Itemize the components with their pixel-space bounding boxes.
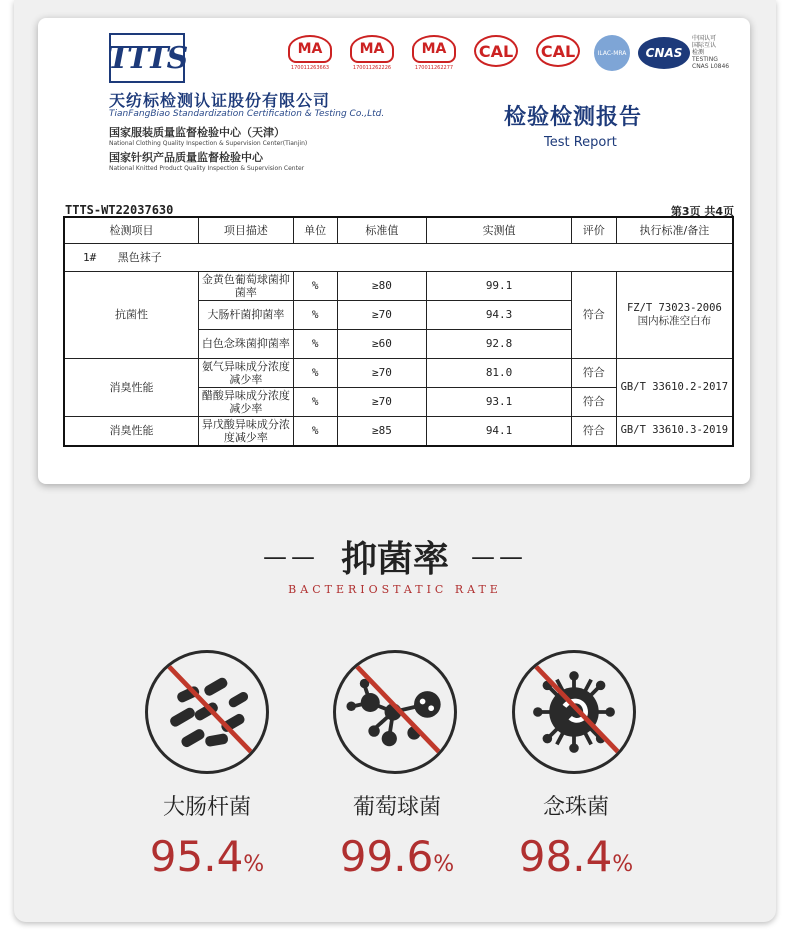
table-header: 检测项目 <box>64 217 199 243</box>
cnas-mark: CNAS 中国认可 国际互认 检测 TESTING CNAS L0846 <box>638 35 732 70</box>
ilac-mark: ILAC-MRA <box>592 35 632 71</box>
unit-cell: % <box>293 416 337 446</box>
standard-note: GB/T 33610.2-2017 <box>616 358 733 416</box>
bacilli-icon <box>145 650 269 774</box>
stat-value: 95.4% <box>149 832 265 881</box>
title-dash-right: —— <box>471 542 527 571</box>
standard-value: ≥70 <box>337 300 427 329</box>
section-title <box>0 531 790 582</box>
stat-name: 念珠菌 <box>542 795 609 820</box>
cal-mark: CAL <box>530 35 586 67</box>
table-header-row <box>64 217 733 243</box>
evaluation: 符合 <box>571 358 616 387</box>
ma-mark: MA 170011262277 <box>406 35 462 71</box>
section-title-cn: 抑菌率 <box>340 538 449 580</box>
ma-mark: MA 170011262226 <box>344 35 400 71</box>
sample-number: 1# <box>83 250 97 264</box>
sample-name: 黑色袜子 <box>117 250 162 264</box>
ttts-logo: TTTS <box>109 33 185 83</box>
item-description: 氨气异味成分浓度减少率 <box>199 358 294 387</box>
measured-value: 81.0 <box>427 358 572 387</box>
center1-cn: 国家服装质量监督检验中心（天津） <box>109 126 285 139</box>
title-dash-left: —— <box>262 542 319 571</box>
evaluation: 符合 <box>571 271 616 358</box>
table-header: 评价 <box>571 217 616 243</box>
evaluation: 符合 <box>571 416 616 446</box>
staphylococcus-icon <box>333 650 457 774</box>
stat-name: 葡萄球菌 <box>352 795 441 820</box>
table-row <box>64 271 733 300</box>
test-report-card <box>38 18 750 484</box>
evaluation: 符合 <box>571 387 616 416</box>
item-description: 金黄色葡萄球菌抑菌率 <box>199 271 294 300</box>
report-id: TTTS-WT22037630 <box>65 203 174 217</box>
item-description: 醋酸异味成分浓度减少率 <box>199 387 294 416</box>
table-header: 项目描述 <box>199 217 294 243</box>
ma-mark: MA 170011263663 <box>282 35 338 71</box>
standard-value: ≥60 <box>337 329 427 358</box>
center2-cn: 国家针织产品质量监督检验中心 <box>109 151 263 164</box>
standard-value: ≥80 <box>337 271 427 300</box>
stat-value: 99.6% <box>339 832 455 881</box>
measured-value: 93.1 <box>427 387 572 416</box>
unit-cell: % <box>293 271 337 300</box>
report-subtitle: Test Report <box>544 135 617 150</box>
standard-note: FZ/T 73023-2006 国内标准空白布 <box>616 271 733 358</box>
report-title: 检验检测报告 <box>504 105 643 130</box>
standard-note: GB/T 33610.3-2019 <box>616 416 733 446</box>
test-item: 抗菌性 <box>64 271 199 358</box>
center1-en: National Clothing Quality Inspection & Supervision Center(Tianjin) <box>109 140 308 147</box>
standard-value: ≥70 <box>337 358 427 387</box>
standard-value: ≥70 <box>337 387 427 416</box>
measured-value: 94.1 <box>427 416 572 446</box>
center2-en: National Knitted Product Quality Inspection & Supervision Center <box>109 165 305 172</box>
page-indicator: 第3页 共4页 <box>670 205 734 218</box>
item-description: 异戊酸异味成分浓度减少率 <box>199 416 294 446</box>
org-name-en: TianFangBiao Standardization Certification & Testing Co.,Ltd. <box>109 109 385 119</box>
cal-mark: CAL <box>468 35 524 67</box>
sample-row <box>64 243 733 271</box>
table-header: 执行标准/备注 <box>616 217 733 243</box>
unit-cell: % <box>293 329 337 358</box>
org-name-cn: 天纺标检测认证股份有限公司 <box>109 91 331 110</box>
measured-value: 94.3 <box>427 300 572 329</box>
unit-cell: % <box>293 358 337 387</box>
standard-value: ≥85 <box>337 416 427 446</box>
measured-value: 99.1 <box>427 271 572 300</box>
unit-cell: % <box>293 387 337 416</box>
table-row <box>64 358 733 387</box>
section-subtitle-en: BACTERIOSTATIC RATE <box>288 583 502 596</box>
table-header: 实测值 <box>427 217 572 243</box>
table-header: 单位 <box>293 217 337 243</box>
stat-name: 大肠杆菌 <box>162 795 251 820</box>
candida-icon <box>512 650 636 774</box>
test-item: 消臭性能 <box>64 416 199 446</box>
table-row <box>64 416 733 446</box>
stat-value: 98.4% <box>518 832 634 881</box>
item-description: 白色念珠菌抑菌率 <box>199 329 294 358</box>
unit-cell: % <box>293 300 337 329</box>
results-table <box>63 216 734 447</box>
table-header: 标准值 <box>337 217 427 243</box>
measured-value: 92.8 <box>427 329 572 358</box>
certification-marks <box>282 35 732 71</box>
test-item: 消臭性能 <box>64 358 199 416</box>
item-description: 大肠杆菌抑菌率 <box>199 300 294 329</box>
